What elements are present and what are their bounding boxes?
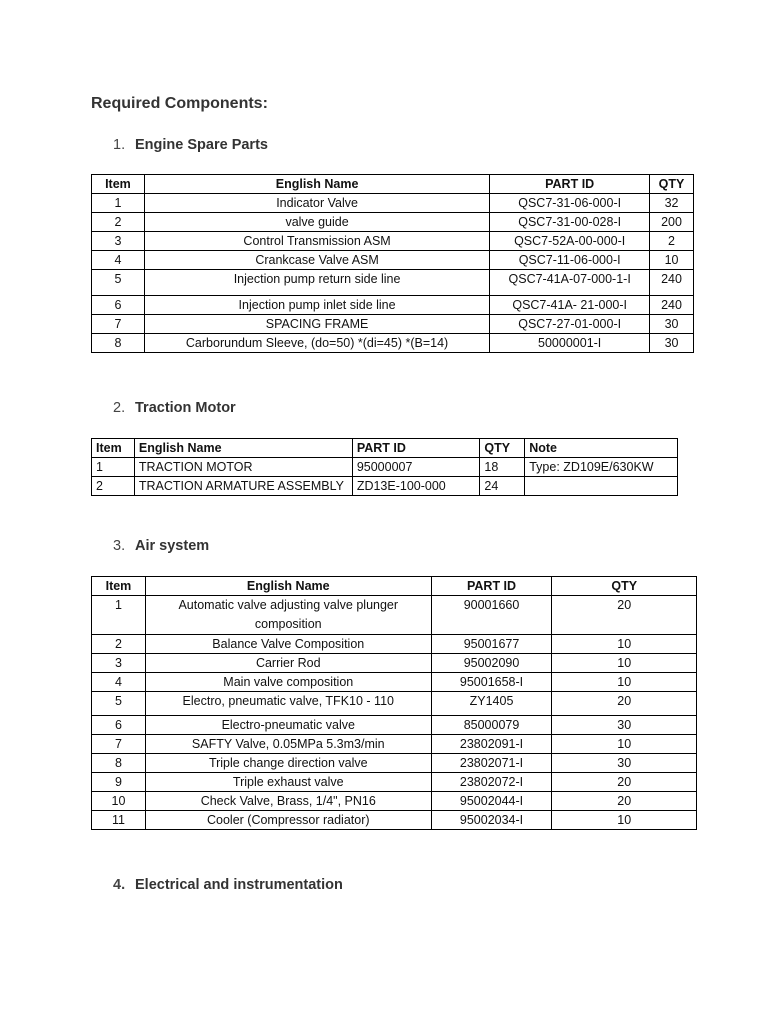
column-header: Note: [525, 439, 678, 458]
table-cell: QSC7-41A-07-000-1-I: [490, 270, 650, 296]
table-row: [92, 716, 697, 735]
section-heading-traction: [113, 400, 236, 416]
table-cell: 10: [552, 673, 697, 692]
column-header: Item: [92, 175, 145, 194]
table-cell: 7: [92, 735, 146, 754]
engine-spare-parts-table: [91, 174, 694, 353]
table-row: [92, 811, 697, 830]
table-cell: 2: [92, 213, 145, 232]
table-cell: 2: [92, 635, 146, 654]
column-header: Item: [92, 439, 135, 458]
table-cell: 85000079: [431, 716, 552, 735]
table-cell: 30: [650, 334, 694, 353]
table-cell: valve guide: [144, 213, 489, 232]
table-cell: Type: ZD109E/630KW: [525, 458, 678, 477]
section-heading-air: [113, 538, 209, 554]
table-cell: TRACTION ARMATURE ASSEMBLY: [134, 477, 352, 496]
table-cell: 10: [552, 635, 697, 654]
table-cell: Carborundum Sleeve, (do=50) *(di=45) *(B=14): [144, 334, 489, 353]
table-row: [92, 773, 697, 792]
table-cell: 3: [92, 232, 145, 251]
table-header-row: [92, 175, 694, 194]
section-number: 3.: [113, 538, 126, 554]
table-header-row: [92, 439, 678, 458]
table-cell: Electro, pneumatic valve, TFK10 - 110: [145, 692, 431, 716]
table-cell: 95001677: [431, 635, 552, 654]
table-cell: 2: [650, 232, 694, 251]
table-cell: QSC7-41A- 21-000-I: [490, 296, 650, 315]
section-title: Traction Motor: [135, 400, 236, 416]
column-header: English Name: [145, 577, 431, 596]
table-cell: Injection pump inlet side line: [144, 296, 489, 315]
table-cell: QSC7-31-00-028-I: [490, 213, 650, 232]
table-cell: 9: [92, 773, 146, 792]
table-cell: 1: [92, 458, 135, 477]
table-cell: Cooler (Compressor radiator): [145, 811, 431, 830]
table-cell: Triple exhaust valve: [145, 773, 431, 792]
table-cell: 1: [92, 194, 145, 213]
table-cell: Balance Valve Composition: [145, 635, 431, 654]
table-cell: 1: [92, 596, 146, 635]
table-cell: Triple change direction valve: [145, 754, 431, 773]
column-header: Item: [92, 577, 146, 596]
table-row: [92, 232, 694, 251]
table-cell: 11: [92, 811, 146, 830]
table-cell: 240: [650, 296, 694, 315]
table-row: [92, 735, 697, 754]
table-cell: 3: [92, 654, 146, 673]
table-cell: 95002044-I: [431, 792, 552, 811]
table-cell: 7: [92, 315, 145, 334]
section-title: Air system: [135, 538, 210, 554]
table-cell: Indicator Valve: [144, 194, 489, 213]
table-cell: Injection pump return side line: [144, 270, 489, 296]
column-header: PART ID: [431, 577, 552, 596]
table-cell: 30: [552, 754, 697, 773]
table-cell: 20: [552, 692, 697, 716]
table-cell: 6: [92, 296, 145, 315]
table-cell: [525, 477, 678, 496]
table-cell: SAFTY Valve, 0.05MPa 5.3m3/min: [145, 735, 431, 754]
table-row: [92, 635, 697, 654]
table-cell: 30: [650, 315, 694, 334]
table-row: [92, 334, 694, 353]
table-cell: 18: [480, 458, 525, 477]
table-cell: 8: [92, 334, 145, 353]
table-cell: 95001658-I: [431, 673, 552, 692]
table-cell: 4: [92, 673, 146, 692]
table-cell: Check Valve, Brass, 1/4", PN16: [145, 792, 431, 811]
table-cell: Main valve composition: [145, 673, 431, 692]
table-cell: Automatic valve adjusting valve plunger composition: [145, 596, 431, 635]
air-system-table: [91, 576, 697, 830]
table-cell: Carrier Rod: [145, 654, 431, 673]
table-row: [92, 654, 697, 673]
table-cell: 23802072-I: [431, 773, 552, 792]
column-header: QTY: [480, 439, 525, 458]
section-title: Engine Spare Parts: [135, 137, 268, 153]
table-cell: 10: [552, 735, 697, 754]
table-row: [92, 754, 697, 773]
table-row: [92, 477, 678, 496]
table-row: [92, 270, 694, 296]
air-table-body: [92, 577, 697, 830]
table-row: [92, 315, 694, 334]
table-cell: 10: [552, 654, 697, 673]
table-cell: 95000007: [352, 458, 480, 477]
section-title: Electrical and instrumentation: [135, 877, 343, 893]
table-cell: Control Transmission ASM: [144, 232, 489, 251]
table-cell: 10: [552, 811, 697, 830]
table-row: [92, 792, 697, 811]
table-cell: 2: [92, 477, 135, 496]
table-cell: Electro-pneumatic valve: [145, 716, 431, 735]
table-row: [92, 296, 694, 315]
table-cell: 4: [92, 251, 145, 270]
table-cell: 10: [650, 251, 694, 270]
table-row: [92, 458, 678, 477]
section-number: 2.: [113, 400, 126, 416]
table-cell: TRACTION MOTOR: [134, 458, 352, 477]
table-cell: 95002090: [431, 654, 552, 673]
table-cell: QSC7-27-01-000-I: [490, 315, 650, 334]
table-cell: QSC7-52A-00-000-I: [490, 232, 650, 251]
engine-table-body: [92, 175, 694, 353]
table-cell: QSC7-11-06-000-I: [490, 251, 650, 270]
column-header: English Name: [144, 175, 489, 194]
table-cell: ZD13E-100-000: [352, 477, 480, 496]
column-header: English Name: [134, 439, 352, 458]
table-row: [92, 251, 694, 270]
table-cell: 32: [650, 194, 694, 213]
table-cell: 20: [552, 596, 697, 635]
traction-motor-table: [91, 438, 678, 496]
table-cell: SPACING FRAME: [144, 315, 489, 334]
column-header: PART ID: [352, 439, 480, 458]
table-cell: 90001660: [431, 596, 552, 635]
table-cell: 23802071-I: [431, 754, 552, 773]
table-cell: 50000001-I: [490, 334, 650, 353]
table-cell: 24: [480, 477, 525, 496]
table-cell: 6: [92, 716, 146, 735]
column-header: PART ID: [490, 175, 650, 194]
table-cell: Crankcase Valve ASM: [144, 251, 489, 270]
table-cell: 30: [552, 716, 697, 735]
section-heading-engine: [113, 137, 268, 153]
table-cell: 20: [552, 792, 697, 811]
table-cell: 5: [92, 692, 146, 716]
table-row: [92, 194, 694, 213]
table-cell: 20: [552, 773, 697, 792]
table-cell: 240: [650, 270, 694, 296]
table-cell: 5: [92, 270, 145, 296]
table-cell: 95002034-I: [431, 811, 552, 830]
table-cell: ZY1405: [431, 692, 552, 716]
table-row: [92, 692, 697, 716]
section-heading-electrical: [113, 877, 343, 893]
column-header: QTY: [650, 175, 694, 194]
table-cell: 23802091-I: [431, 735, 552, 754]
table-row: [92, 673, 697, 692]
table-cell: 8: [92, 754, 146, 773]
column-header: QTY: [552, 577, 697, 596]
table-row: [92, 596, 697, 635]
section-number: 4.: [113, 877, 126, 893]
table-row: [92, 213, 694, 232]
table-header-row: [92, 577, 697, 596]
page-title: Required Components:: [91, 95, 268, 112]
table-cell: 200: [650, 213, 694, 232]
section-number: 1.: [113, 137, 126, 153]
table-cell: QSC7-31-06-000-I: [490, 194, 650, 213]
traction-table-body: [92, 439, 678, 496]
table-cell: 10: [92, 792, 146, 811]
